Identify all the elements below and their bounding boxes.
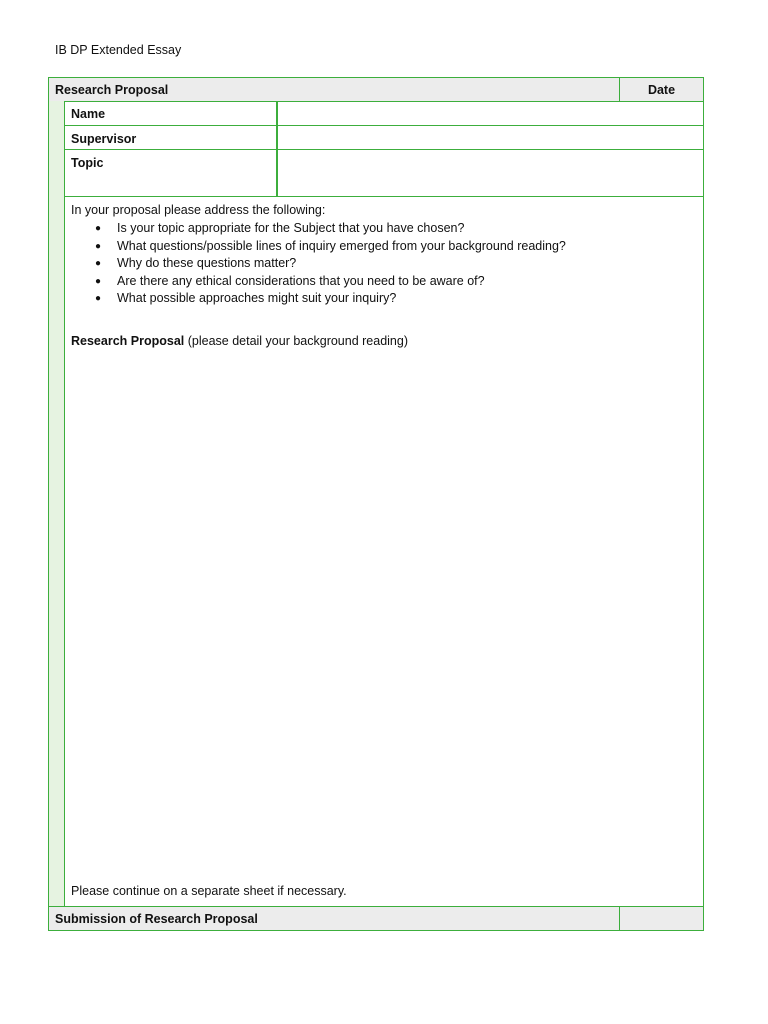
- submission-label: Submission of Research Proposal: [55, 912, 258, 926]
- research-proposal-heading: [71, 334, 408, 348]
- list-item-text: What questions/possible lines of inquiry emerged from your background reading?: [117, 238, 566, 253]
- supervisor-row: [65, 126, 703, 150]
- form-title-row: [49, 78, 703, 102]
- research-proposal-label: Research Proposal: [71, 334, 185, 348]
- bullet-icon: ●: [95, 223, 102, 234]
- name-row: [65, 101, 703, 126]
- supervisor-field[interactable]: [276, 126, 703, 149]
- list-item-text: Why do these questions matter?: [117, 256, 297, 271]
- list-item-text: Is your topic appropriate for the Subject that you have chosen?: [117, 221, 465, 235]
- continue-note: Please continue on a separate sheet if necessary.: [71, 884, 347, 898]
- topic-field[interactable]: [276, 150, 703, 196]
- list-item: [71, 290, 691, 308]
- bullet-icon: ●: [95, 275, 102, 287]
- list-item: [71, 238, 691, 256]
- name-label: Name: [71, 107, 106, 121]
- topic-label: Topic: [71, 156, 104, 170]
- bullet-icon: ●: [95, 240, 102, 252]
- list-item: [71, 220, 691, 238]
- student-details: [65, 101, 703, 197]
- instructions-list: [71, 220, 691, 308]
- list-item: [71, 273, 691, 291]
- bullet-icon: ●: [95, 258, 102, 270]
- submission-date-field[interactable]: [619, 907, 703, 930]
- name-field[interactable]: [276, 101, 703, 125]
- form-title: Research Proposal: [55, 83, 169, 97]
- research-proposal-text-area[interactable]: [65, 358, 703, 878]
- submission-row: [49, 906, 703, 930]
- proposal-instructions: [71, 202, 691, 308]
- list-item-text: Are there any ethical considerations that you need to be aware of?: [117, 273, 485, 288]
- instructions-intro: In your proposal please address the following:: [71, 203, 326, 217]
- bullet-icon: ●: [95, 293, 102, 305]
- research-proposal-hint: (please detail your background reading): [184, 334, 408, 348]
- list-item: [71, 255, 691, 273]
- research-proposal-form: [48, 77, 704, 931]
- date-field[interactable]: Date: [619, 78, 703, 101]
- list-item-text: What possible approaches might suit your inquiry?: [117, 291, 397, 306]
- supervisor-label: Supervisor: [71, 132, 137, 146]
- side-margin-column: [49, 101, 65, 908]
- document-header: IB DP Extended Essay: [55, 43, 182, 57]
- topic-row: [65, 150, 703, 197]
